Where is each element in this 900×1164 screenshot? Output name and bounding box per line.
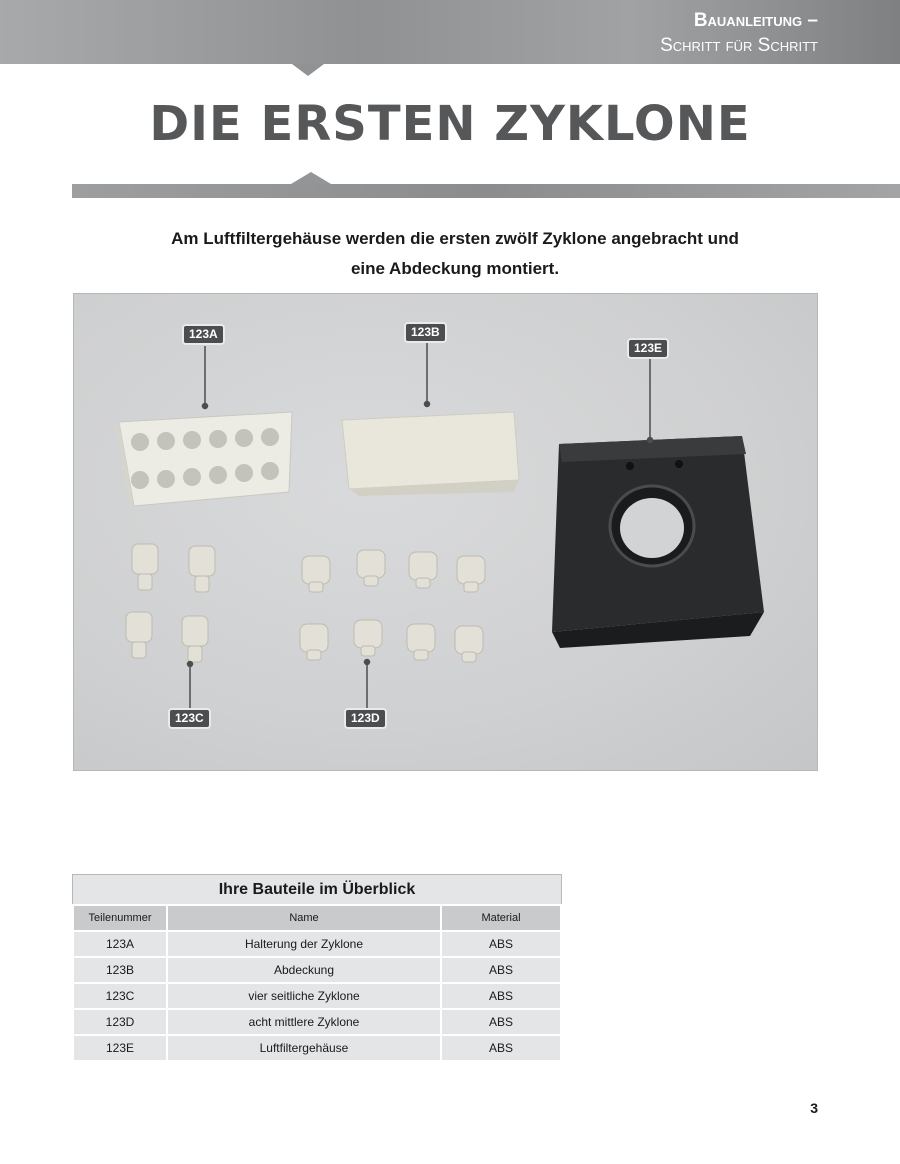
table-row xyxy=(73,1009,561,1035)
cell-name: Luftfiltergehäuse xyxy=(167,1035,441,1061)
cover-123b xyxy=(342,412,519,496)
cell-name: Halterung der Zyklone xyxy=(167,931,441,957)
housing-123e xyxy=(552,436,764,648)
holder-plate-123a xyxy=(115,412,292,508)
cell-part-number: 123E xyxy=(73,1035,167,1061)
cell-material: ABS xyxy=(441,1009,561,1035)
table-row xyxy=(73,931,561,957)
middle-cyclones-123d xyxy=(300,550,485,662)
cell-part-number: 123C xyxy=(73,983,167,1009)
cell-part-number: 123A xyxy=(73,931,167,957)
page-title: DIE ERSTEN ZYKLONE xyxy=(149,96,751,152)
header-notch xyxy=(292,64,324,76)
side-cyclones-123c xyxy=(126,544,215,662)
cell-material: ABS xyxy=(441,931,561,957)
parts-table-caption: Ihre Bauteile im Überblick xyxy=(72,874,562,904)
table-row xyxy=(73,983,561,1009)
parts-illustration xyxy=(74,294,818,771)
column-header-part-number: Teilenummer xyxy=(73,905,167,931)
title-divider-peak xyxy=(291,172,331,184)
part-label-123c: 123C xyxy=(168,708,211,729)
page-number: 3 xyxy=(810,1100,818,1116)
table-row xyxy=(73,957,561,983)
part-label-123e: 123E xyxy=(627,338,669,359)
column-header-material: Material xyxy=(441,905,561,931)
cell-material: ABS xyxy=(441,957,561,983)
section-header-line2: Schritt für Schritt xyxy=(660,35,818,56)
cell-part-number: 123B xyxy=(73,957,167,983)
cell-part-number: 123D xyxy=(73,1009,167,1035)
parts-table xyxy=(72,874,562,1062)
cell-name: Abdeckung xyxy=(167,957,441,983)
cell-material: ABS xyxy=(441,983,561,1009)
intro-line1: Am Luftfiltergehäuse werden die ersten zwölf Zyklone angebracht und xyxy=(171,229,739,248)
intro-text xyxy=(110,224,800,284)
cell-name: acht mittlere Zyklone xyxy=(167,1009,441,1035)
cell-name: vier seitliche Zyklone xyxy=(167,983,441,1009)
section-header xyxy=(660,8,818,58)
column-header-name: Name xyxy=(167,905,441,931)
intro-line2: eine Abdeckung montiert. xyxy=(350,259,560,278)
part-label-123a: 123A xyxy=(182,324,225,345)
part-label-123d: 123D xyxy=(344,708,387,729)
parts-photo xyxy=(73,293,818,771)
cell-material: ABS xyxy=(441,1035,561,1061)
section-header-line1: Bauanleitung – xyxy=(693,10,818,31)
title-divider xyxy=(72,184,900,198)
table-header-row xyxy=(73,905,561,931)
part-label-123b: 123B xyxy=(404,322,447,343)
table-row xyxy=(73,1035,561,1061)
